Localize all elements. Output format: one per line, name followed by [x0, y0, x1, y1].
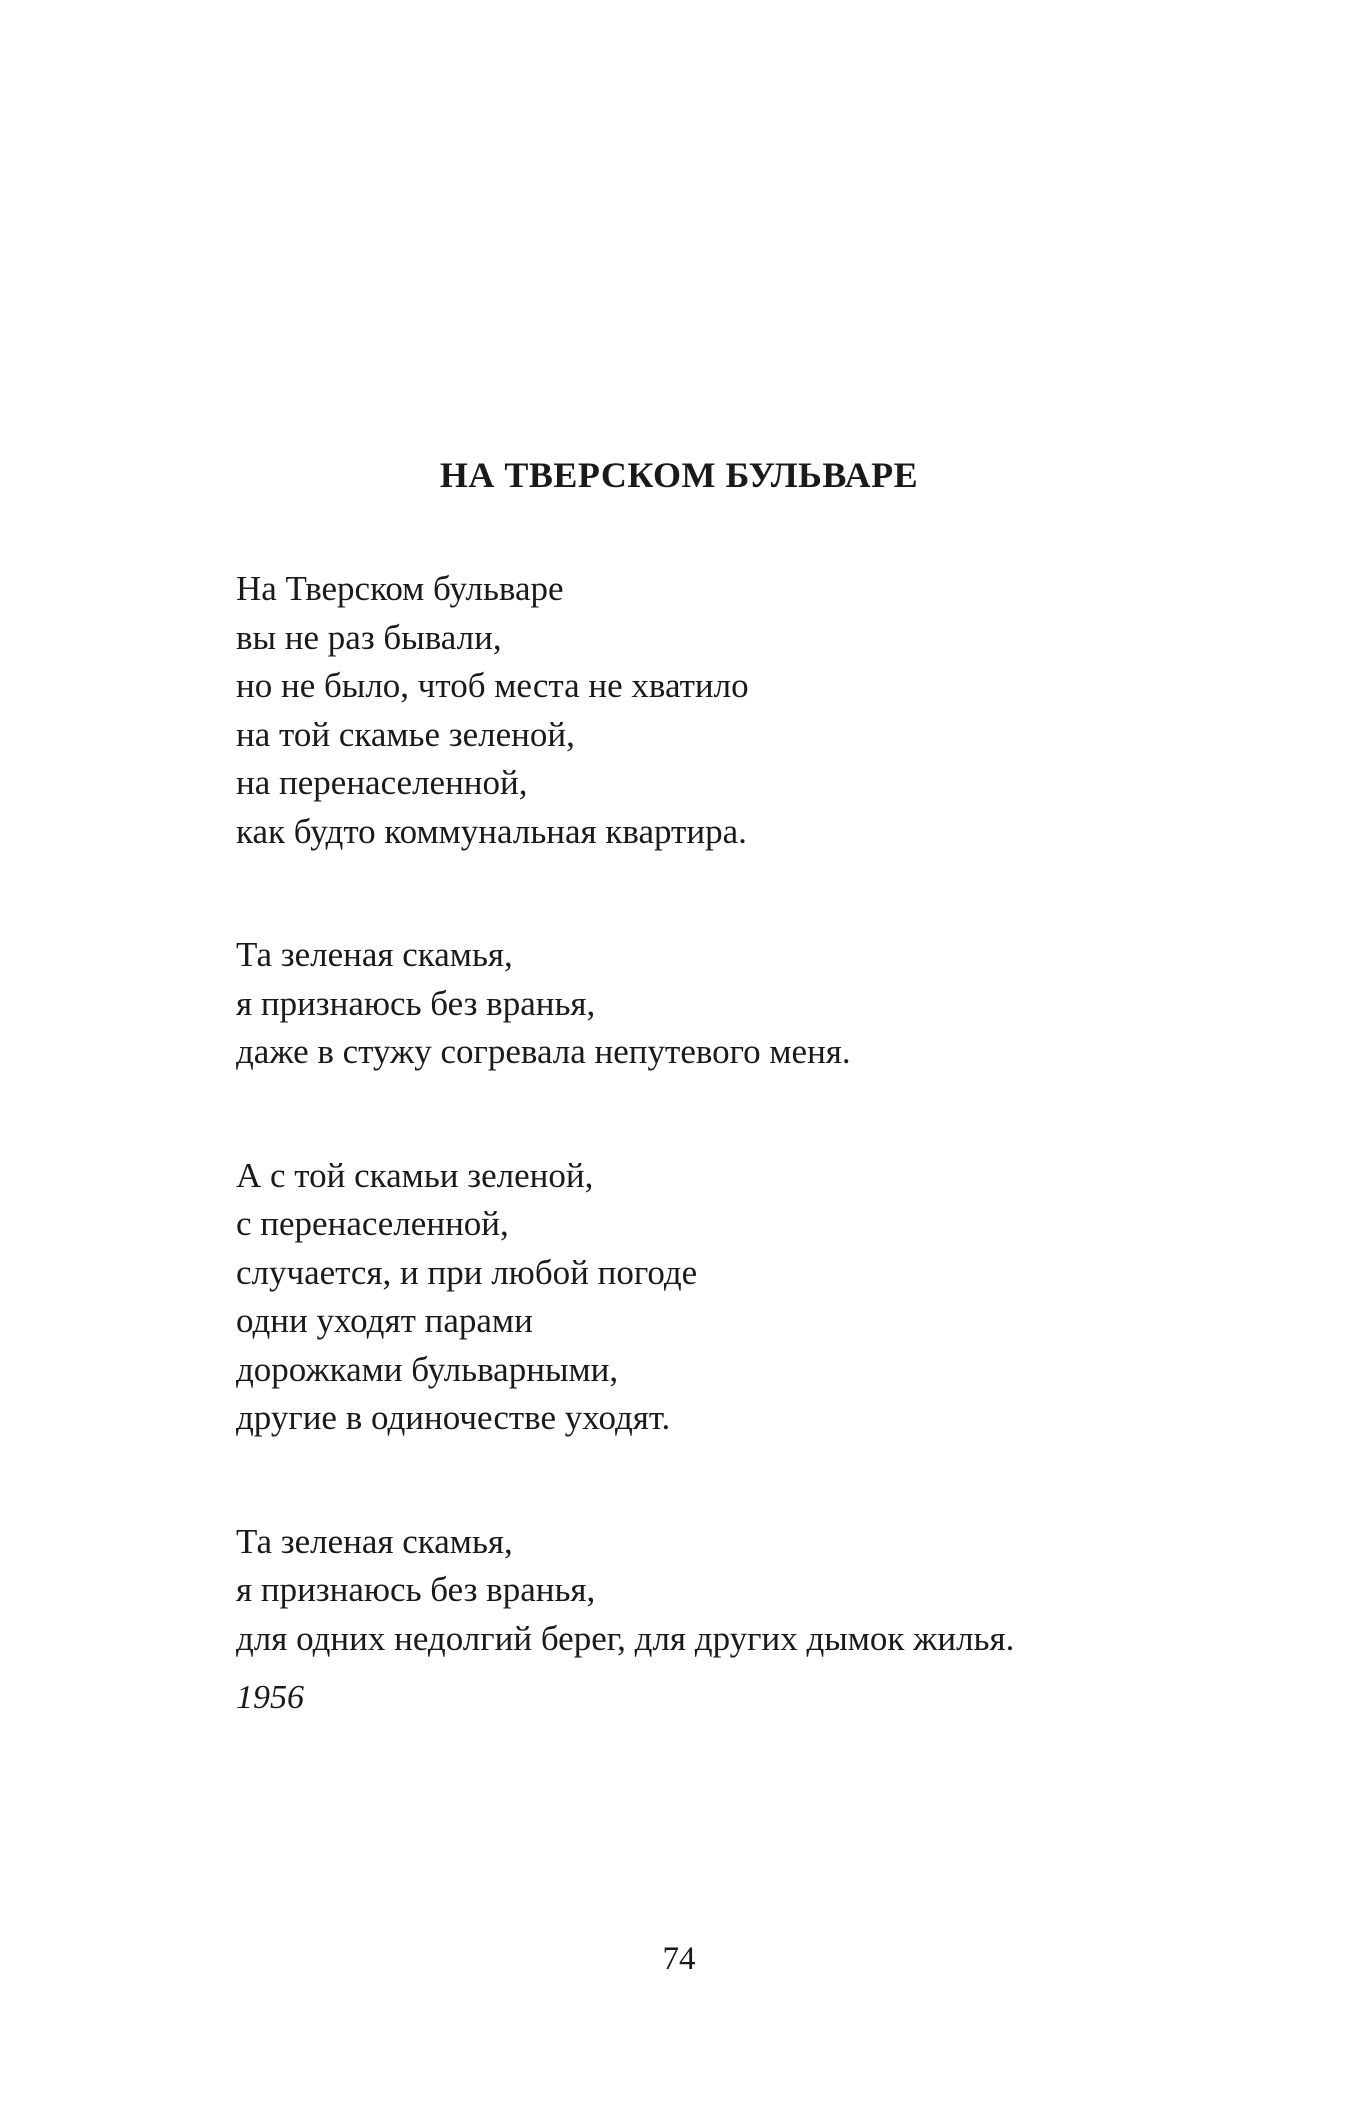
page-number: 74 — [662, 1941, 696, 1977]
poem-date: 1956 — [236, 1679, 304, 1716]
stanza-1 — [236, 565, 1336, 856]
poem-body — [236, 565, 1336, 1723]
stanza-4 — [236, 1518, 1336, 1664]
poem-line: на перенаселенной, — [236, 763, 528, 802]
poem-line: но не было, чтоб места не хватило — [236, 666, 749, 705]
poem-line: с перенаселенной, — [236, 1204, 509, 1243]
poem-line: даже в стужу согревала непутевого меня. — [236, 1032, 851, 1071]
poem-line: я признаюсь без вранья, — [236, 1570, 596, 1609]
poem-line: как будто коммунальная квартира. — [236, 811, 747, 851]
stanza-3 — [236, 1152, 1336, 1443]
poem-line: Та зеленая скамья, — [236, 1521, 513, 1561]
poem-line: дорожками бульварными, — [236, 1349, 619, 1389]
poem-line: случается, и при любой погоде — [236, 1252, 698, 1292]
poem-line: На Тверском бульваре — [236, 569, 564, 608]
poem-line: для одних недолгий берег, для других дымок жилья. — [236, 1618, 1015, 1658]
poem-line: другие в одиночестве уходят. — [236, 1398, 671, 1437]
poem-line: одни уходят парами — [236, 1301, 533, 1340]
poem-line: я признаюсь без вранья, — [236, 983, 596, 1023]
poem-line: А с той скамьи зеленой, — [236, 1155, 594, 1195]
poem-line: вы не раз бывали, — [236, 617, 502, 657]
poem-line: Та зеленая скамья, — [236, 935, 513, 974]
stanza-2 — [236, 931, 1336, 1077]
poem-title: НА ТВЕРСКОМ БУЛЬВАРЕ — [439, 455, 919, 495]
poem-line: на той скамье зеленой, — [236, 714, 575, 754]
